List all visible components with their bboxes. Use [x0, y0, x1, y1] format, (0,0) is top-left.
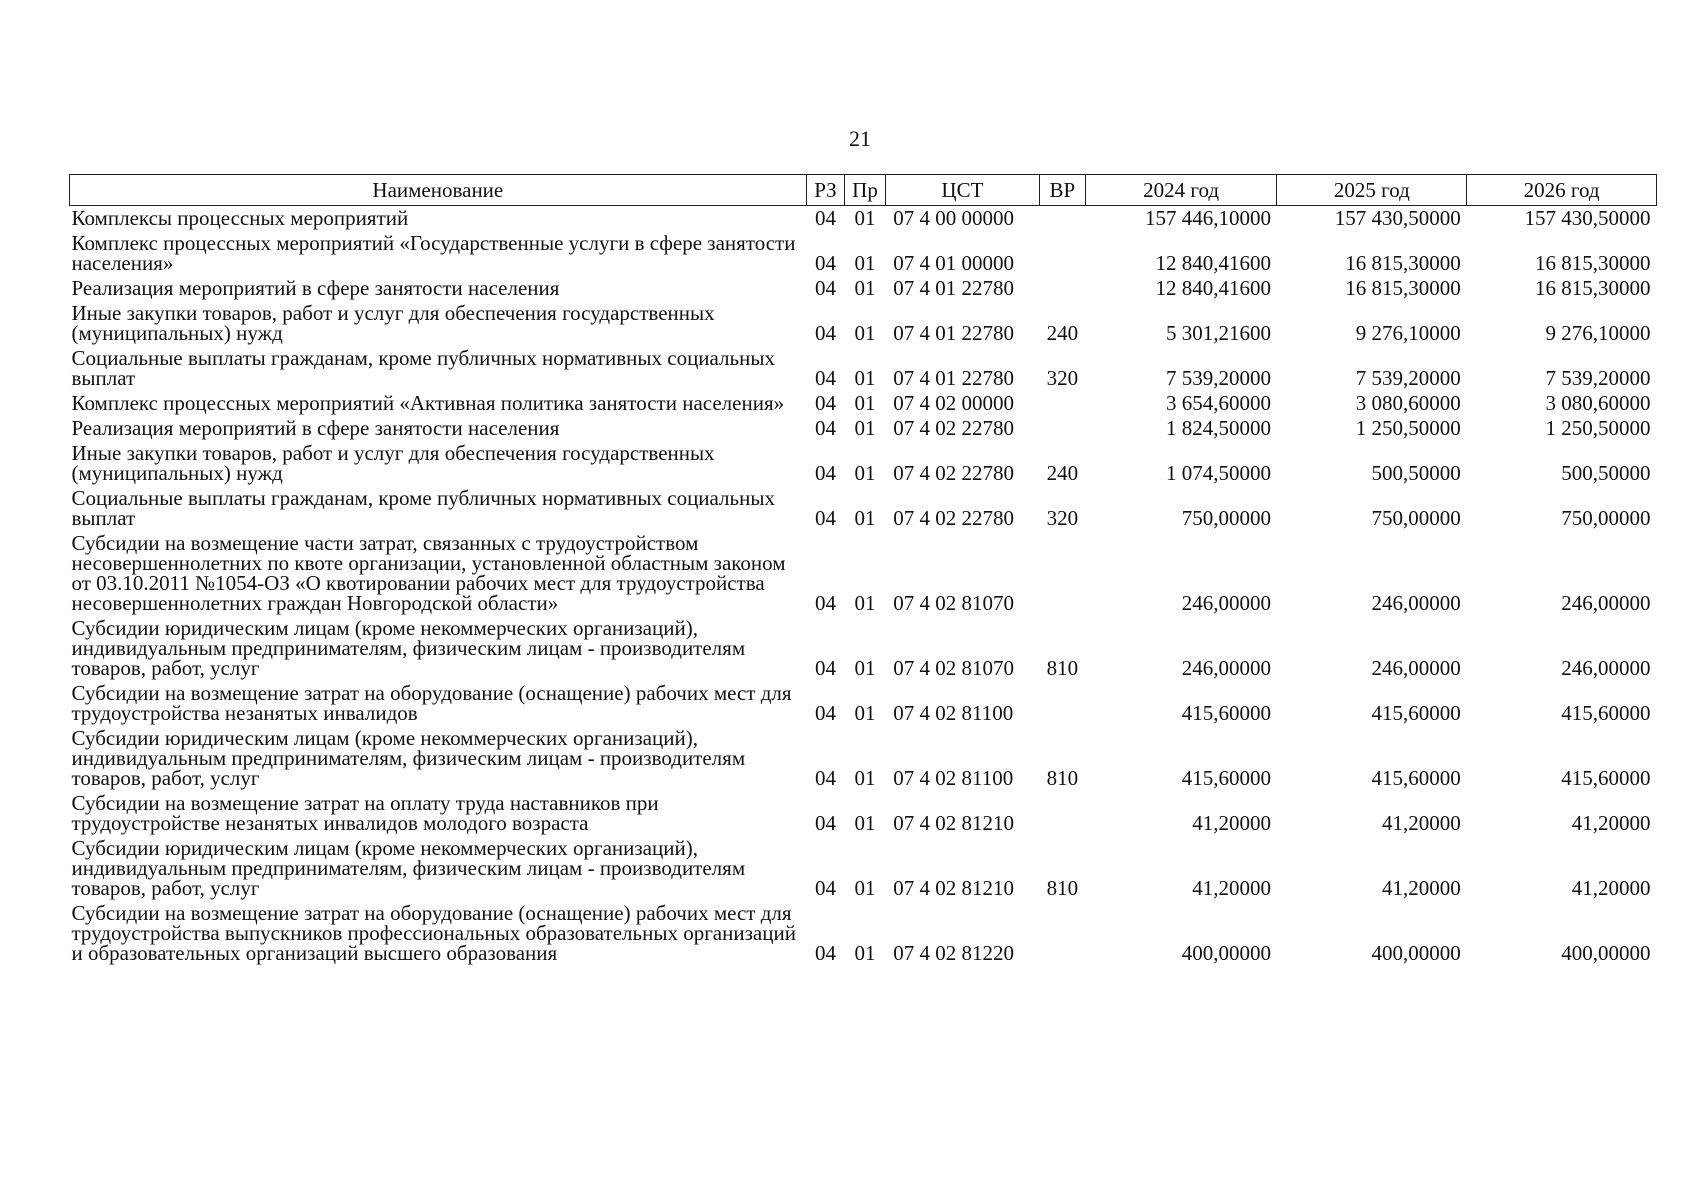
cell-pr: 01 [854, 321, 876, 345]
header-vr: ВР [1040, 175, 1086, 206]
cell-name: Иные закупки товаров, работ и услуг для обеспечения государственных (муниципальных) нужд [71, 301, 715, 345]
cell-cst: 07 4 02 81070 [893, 591, 1015, 615]
cell-rz: 04 [814, 251, 836, 275]
table-row [70, 206, 1657, 232]
cell-vr: 810 [1046, 656, 1079, 680]
cell-pr: 01 [854, 251, 876, 275]
cell-vr [1040, 391, 1086, 416]
cell-name: Субсидии на возмещение затрат на оборудование (оснащение) рабочих мест для трудоустройства выпускников профессиональных образовательных организаций и образовательных организаций высшего образования [71, 901, 796, 965]
cell-vr [1040, 901, 1086, 966]
cell-pr: 01 [854, 591, 876, 615]
cell-cst: 07 4 01 00000 [893, 251, 1015, 275]
cell-2026: 246,00000 [1561, 656, 1651, 680]
cell-2026: 41,20000 [1571, 811, 1651, 835]
cell-2025: 500,50000 [1371, 461, 1461, 485]
cell-rz: 04 [814, 876, 836, 900]
table-row [70, 791, 1657, 836]
table-row [70, 276, 1657, 301]
cell-cst: 07 4 02 81100 [893, 701, 1014, 725]
cell-2025: 415,60000 [1371, 701, 1461, 725]
page-number: 21 [849, 126, 871, 151]
cell-name: Реализация мероприятий в сфере занятости населения [71, 416, 560, 440]
cell-vr: 810 [1046, 876, 1079, 900]
cell-2025: 9 276,10000 [1355, 321, 1461, 345]
cell-rz: 04 [814, 206, 836, 230]
table-row [70, 346, 1657, 391]
cell-2026: 41,20000 [1571, 876, 1651, 900]
cell-2026: 500,50000 [1561, 461, 1651, 485]
cell-2024: 246,00000 [1181, 656, 1271, 680]
cell-name: Социальные выплаты гражданам, кроме публичных нормативных социальных выплат [71, 346, 775, 390]
table-row [70, 391, 1657, 416]
cell-2024: 415,60000 [1181, 766, 1271, 790]
cell-2024: 7 539,20000 [1165, 366, 1271, 390]
cell-cst: 07 4 02 22780 [893, 461, 1015, 485]
cell-name: Субсидии юридическим лицам (кроме некоммерческих организаций), индивидуальным предпринимателям, физическим лицам - производителям товаров, работ, услуг [71, 616, 746, 680]
cell-2025: 750,00000 [1371, 506, 1461, 530]
table-row [70, 901, 1657, 966]
cell-pr: 01 [854, 701, 876, 725]
header-rz: РЗ [806, 175, 845, 206]
cell-cst: 07 4 00 00000 [893, 206, 1015, 230]
cell-2024: 400,00000 [1181, 941, 1271, 965]
cell-pr: 01 [854, 416, 876, 440]
cell-vr: 240 [1046, 321, 1079, 345]
cell-vr [1040, 681, 1086, 726]
header-2025: 2025 год [1277, 175, 1467, 206]
cell-vr [1040, 531, 1086, 616]
table-row [70, 531, 1657, 616]
cell-2025: 157 430,50000 [1334, 206, 1461, 230]
table-row [70, 836, 1657, 901]
cell-2025: 41,20000 [1381, 876, 1461, 900]
cell-2024: 12 840,41600 [1155, 276, 1271, 300]
cell-pr: 01 [854, 276, 876, 300]
cell-name: Социальные выплаты гражданам, кроме публичных нормативных социальных выплат [71, 486, 775, 530]
cell-2026: 9 276,10000 [1545, 321, 1651, 345]
cell-cst: 07 4 02 81070 [893, 656, 1015, 680]
cell-2026: 400,00000 [1561, 941, 1651, 965]
cell-cst: 07 4 02 81220 [893, 941, 1015, 965]
cell-pr: 01 [854, 391, 876, 415]
cell-rz: 04 [814, 416, 836, 440]
cell-2024: 157 446,10000 [1144, 206, 1271, 230]
cell-cst: 07 4 02 81210 [893, 811, 1015, 835]
cell-2024: 246,00000 [1181, 591, 1271, 615]
cell-vr [1040, 416, 1086, 441]
header-name: Наименование [70, 175, 807, 206]
cell-vr: 810 [1046, 766, 1079, 790]
cell-pr: 01 [854, 206, 876, 230]
cell-rz: 04 [814, 391, 836, 415]
cell-2026: 750,00000 [1561, 506, 1651, 530]
header-2026: 2026 год [1467, 175, 1657, 206]
cell-2025: 246,00000 [1371, 591, 1461, 615]
cell-rz: 04 [814, 591, 836, 615]
cell-pr: 01 [854, 811, 876, 835]
cell-vr [1040, 206, 1086, 232]
cell-cst: 07 4 01 22780 [893, 321, 1015, 345]
cell-name: Комплекс процессных мероприятий «Государственные услуги в сфере занятости населения» [71, 231, 796, 275]
cell-cst: 07 4 01 22780 [893, 366, 1015, 390]
cell-name: Субсидии юридическим лицам (кроме некоммерческих организаций), индивидуальным предпринимателям, физическим лицам - производителям товаров, работ, услуг [71, 726, 746, 790]
header-2024: 2024 год [1085, 175, 1277, 206]
cell-pr: 01 [854, 366, 876, 390]
cell-pr: 01 [854, 941, 876, 965]
cell-vr [1040, 276, 1086, 301]
cell-2024: 415,60000 [1181, 701, 1271, 725]
cell-2024: 3 654,60000 [1165, 391, 1271, 415]
cell-2024: 41,20000 [1192, 876, 1271, 900]
cell-2026: 16 815,30000 [1535, 276, 1651, 300]
table-row [70, 416, 1657, 441]
table-header-row [70, 175, 1657, 206]
cell-2025: 246,00000 [1371, 656, 1461, 680]
table-row [70, 231, 1657, 276]
cell-vr: 320 [1046, 366, 1079, 390]
cell-cst: 07 4 02 00000 [893, 391, 1015, 415]
cell-rz: 04 [814, 506, 836, 530]
cell-vr: 320 [1046, 506, 1079, 530]
cell-2025: 400,00000 [1371, 941, 1461, 965]
cell-rz: 04 [814, 811, 836, 835]
cell-2024: 1 824,50000 [1165, 416, 1271, 440]
cell-rz: 04 [814, 366, 836, 390]
cell-name: Реализация мероприятий в сфере занятости населения [71, 276, 560, 300]
cell-2025: 1 250,50000 [1355, 416, 1461, 440]
cell-2026: 246,00000 [1561, 591, 1651, 615]
cell-name: Субсидии юридическим лицам (кроме некоммерческих организаций), индивидуальным предпринимателям, физическим лицам - производителям товаров, работ, услуг [71, 836, 746, 900]
cell-2026: 1 250,50000 [1545, 416, 1651, 440]
cell-2026: 415,60000 [1561, 701, 1651, 725]
cell-2025: 16 815,30000 [1345, 251, 1461, 275]
cell-pr: 01 [854, 506, 876, 530]
cell-2026: 157 430,50000 [1524, 206, 1651, 230]
cell-vr [1040, 231, 1086, 276]
cell-2026: 16 815,30000 [1535, 251, 1651, 275]
table-row [70, 616, 1657, 681]
cell-2024: 5 301,21600 [1165, 321, 1271, 345]
cell-cst: 07 4 02 22780 [893, 416, 1015, 440]
cell-name: Субсидии на возмещение части затрат, связанных с трудоустройством несовершеннолетних по квоте организации, установленной областным законом от 03.10.2011 №1054-ОЗ «О квотировании рабочих мест для трудоустройства несовершеннолетних граждан Новгородской области» [71, 531, 786, 615]
cell-pr: 01 [854, 766, 876, 790]
cell-rz: 04 [814, 461, 836, 485]
cell-2024: 41,20000 [1192, 811, 1271, 835]
cell-rz: 04 [814, 276, 836, 300]
cell-rz: 04 [814, 656, 836, 680]
cell-2026: 3 080,60000 [1545, 391, 1651, 415]
table-row [70, 726, 1657, 791]
cell-2024: 1 074,50000 [1165, 461, 1271, 485]
cell-cst: 07 4 02 81100 [893, 766, 1014, 790]
cell-name: Комплексы процессных мероприятий [71, 206, 409, 230]
cell-vr [1040, 791, 1086, 836]
cell-pr: 01 [854, 876, 876, 900]
cell-2026: 415,60000 [1561, 766, 1651, 790]
cell-name: Субсидии на возмещение затрат на оборудование (оснащение) рабочих мест для трудоустройства незанятых инвалидов [71, 681, 792, 725]
cell-2025: 415,60000 [1371, 766, 1461, 790]
cell-pr: 01 [854, 656, 876, 680]
cell-cst: 07 4 02 22780 [893, 506, 1015, 530]
cell-rz: 04 [814, 321, 836, 345]
cell-name: Субсидии на возмещение затрат на оплату труда наставников при трудоустройстве незанятых инвалидов молодого возраста [71, 791, 659, 835]
table-row [70, 681, 1657, 726]
cell-vr: 240 [1046, 461, 1079, 485]
cell-rz: 04 [814, 701, 836, 725]
cell-rz: 04 [814, 766, 836, 790]
table-body [70, 206, 1657, 967]
cell-2024: 12 840,41600 [1155, 251, 1271, 275]
header-pr: Пр [845, 175, 886, 206]
cell-cst: 07 4 02 81210 [893, 876, 1015, 900]
table-row [70, 441, 1657, 486]
cell-2025: 7 539,20000 [1355, 366, 1461, 390]
cell-2026: 7 539,20000 [1545, 366, 1651, 390]
cell-2024: 750,00000 [1181, 506, 1271, 530]
cell-2025: 16 815,30000 [1345, 276, 1461, 300]
cell-2025: 3 080,60000 [1355, 391, 1461, 415]
cell-cst: 07 4 01 22780 [893, 276, 1015, 300]
header-cst: ЦСТ [885, 175, 1039, 206]
cell-name: Иные закупки товаров, работ и услуг для обеспечения государственных (муниципальных) нужд [71, 441, 715, 485]
cell-2025: 41,20000 [1381, 811, 1461, 835]
cell-rz: 04 [814, 941, 836, 965]
cell-pr: 01 [854, 461, 876, 485]
budget-table [69, 174, 1657, 966]
table-row [70, 486, 1657, 531]
cell-name: Комплекс процессных мероприятий «Активная политика занятости населения» [71, 391, 785, 415]
table-row [70, 301, 1657, 346]
